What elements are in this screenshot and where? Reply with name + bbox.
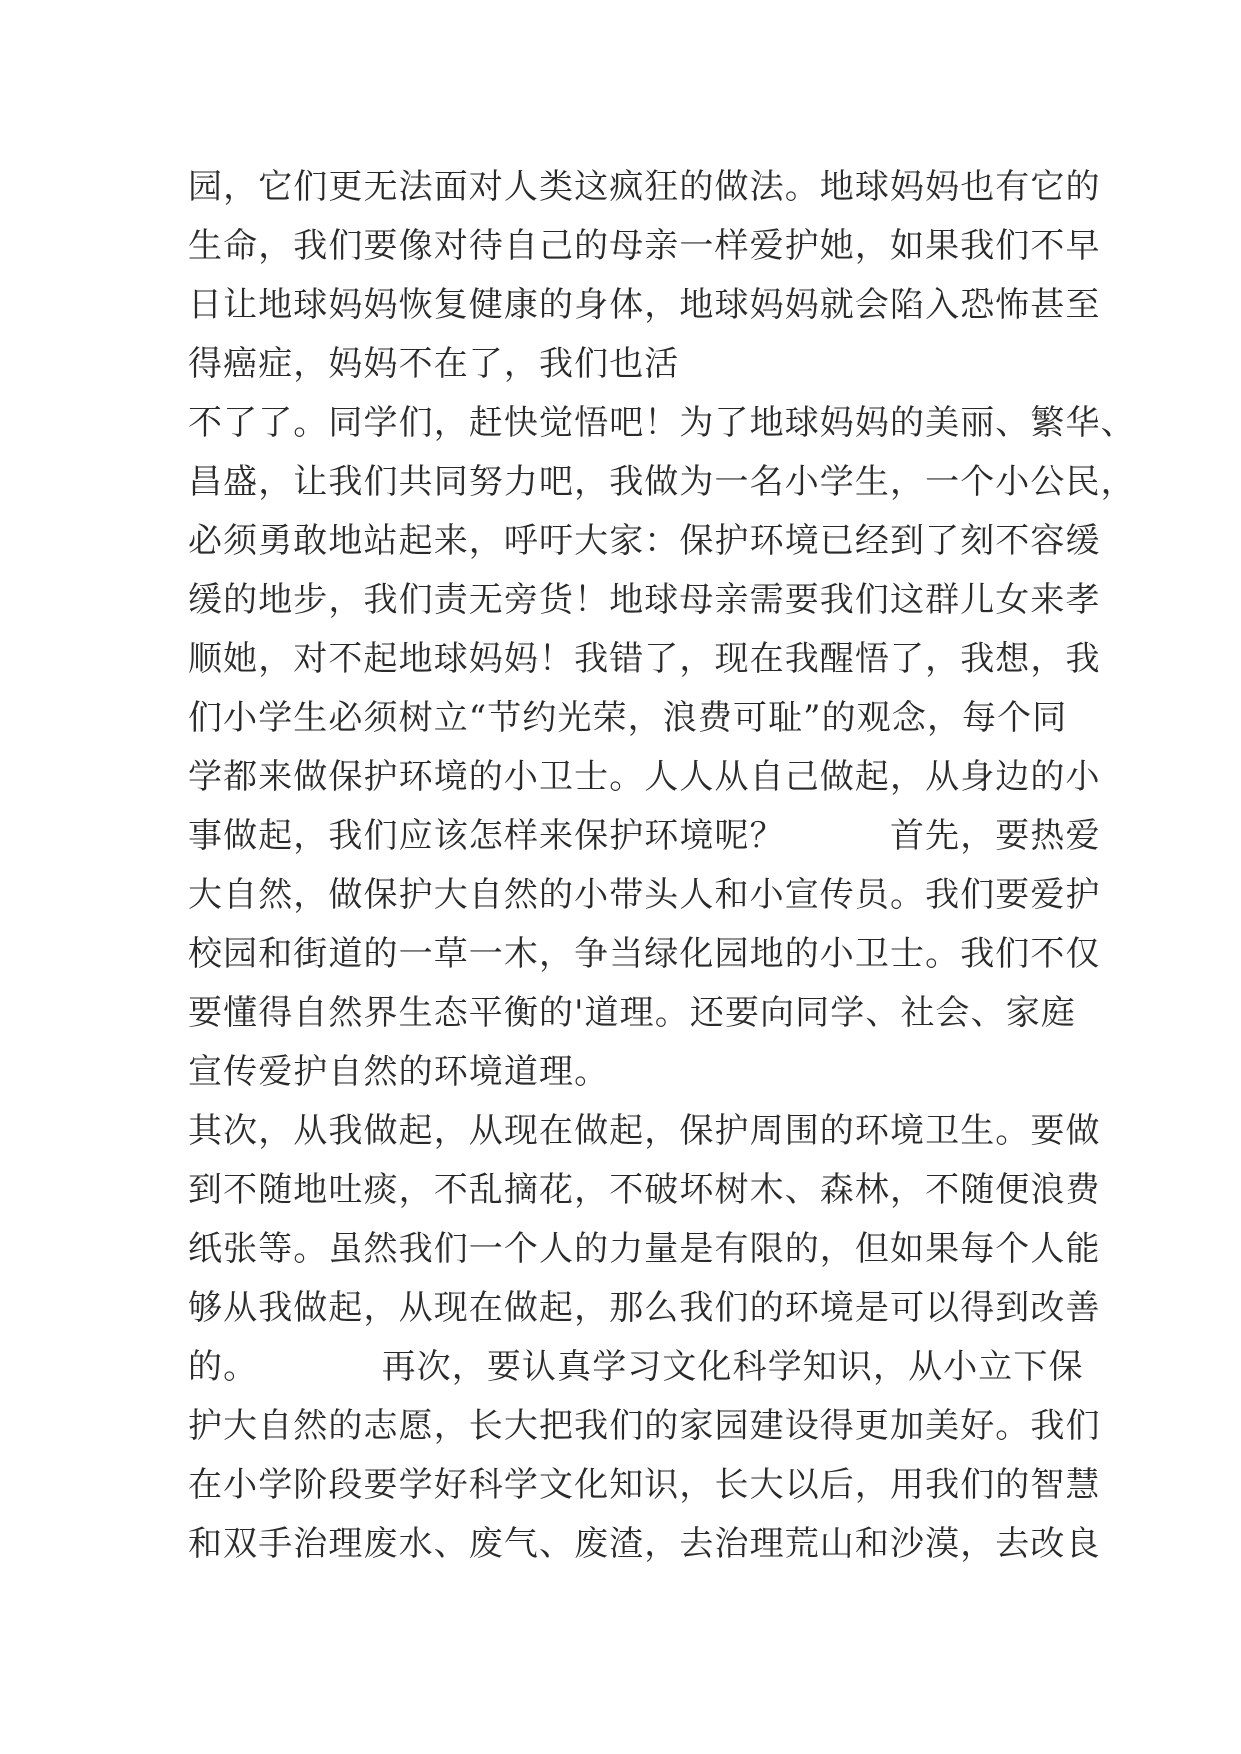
text-line-11: 学都来做保护环境的小卫士。人人从自己做起，从身边的小 (188, 757, 1101, 797)
text-line-18: 到不随地吐痰，不乱摘花，不破坏树木、森林，不随便浪费 (188, 1170, 1101, 1210)
text-line-21: 的。 再次，要认真学习文化科学知识，从小立下保 (188, 1347, 1084, 1387)
text-line-23: 在小学阶段要学好科学文化知识，长大以后，用我们的智慧 (188, 1465, 1101, 1505)
text-line-5: 不了了。同学们，赶快觉悟吧！为了地球妈妈的美丽、繁华、 (188, 403, 1136, 443)
text-line-4: 得癌症，妈妈不在了，我们也活 (188, 344, 680, 384)
text-line-17: 其次，从我做起，从现在做起，保护周围的环境卫生。要做 (188, 1111, 1101, 1151)
text-line-15: 要懂得自然界生态平衡的'道理。还要向同学、社会、家庭 (188, 993, 1076, 1033)
text-line-14: 校园和街道的一草一木，争当绿化园地的小卫士。我们不仅 (188, 934, 1101, 974)
text-line-7: 必须勇敢地站起来，呼吁大家：保护环境已经到了刻不容缓 (188, 521, 1101, 561)
text-line-19: 纸张等。虽然我们一个人的力量是有限的，但如果每个人能 (188, 1229, 1101, 1269)
text-line-3: 日让地球妈妈恢复健康的身体，地球妈妈就会陷入恐怖甚至 (188, 285, 1101, 325)
text-line-2: 生命，我们要像对待自己的母亲一样爱护她，如果我们不早 (188, 226, 1101, 266)
text-line-10: 们小学生必须树立“节约光荣，浪费可耻”的观念，每个同 (188, 698, 1068, 738)
text-line-9: 顺她，对不起地球妈妈！我错了，现在我醒悟了，我想，我 (188, 639, 1101, 679)
text-line-1: 园，它们更无法面对人类这疯狂的做法。地球妈妈也有它的 (188, 167, 1101, 207)
body-text (188, 158, 1136, 1574)
text-line-6: 昌盛，让我们共同努力吧，我做为一名小学生，一个小公民， (188, 462, 1136, 502)
text-line-20: 够从我做起，从现在做起，那么我们的环境是可以得到改善 (188, 1288, 1101, 1328)
text-line-13: 大自然，做保护大自然的小带头人和小宣传员。我们要爱护 (188, 875, 1101, 915)
text-line-12: 事做起，我们应该怎样来保护环境呢？ 首先，要热爱 (188, 816, 1101, 856)
text-line-24: 和双手治理废水、废气、废渣，去治理荒山和沙漠，去改良 (188, 1524, 1101, 1564)
text-line-16: 宣传爱护自然的环境道理。 (188, 1052, 610, 1092)
text-line-8: 缓的地步，我们责无旁货！地球母亲需要我们这群儿女来孝 (188, 580, 1101, 620)
text-line-22: 护大自然的志愿，长大把我们的家园建设得更加美好。我们 (188, 1406, 1101, 1446)
